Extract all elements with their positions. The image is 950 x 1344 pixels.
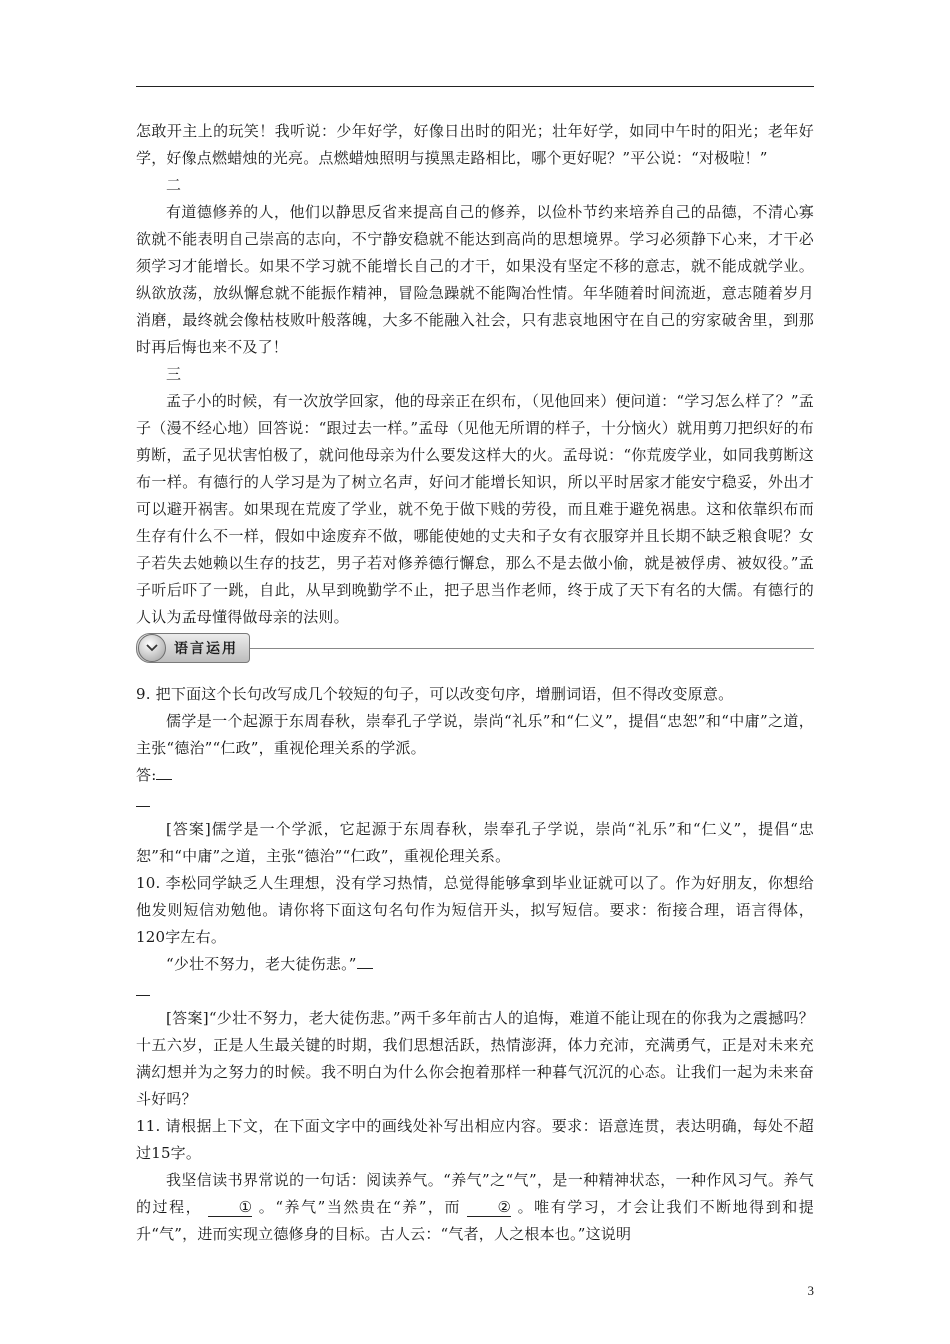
- chevron-down-icon: [138, 634, 166, 662]
- section-badge-label: 语言运用: [174, 641, 238, 657]
- fill-blank-1: ①: [208, 1198, 252, 1217]
- question-9-answer-line: [136, 762, 814, 789]
- section-number-3: 三: [166, 365, 182, 383]
- question-9-quote: 儒学是一个起源于东周春秋，崇奉孔子学说，崇尚“礼乐”和“仁义”，提倡“忠恕”和“中庸”之道，主张“德治”“仁政”，重视伦理关系的学派。: [136, 712, 814, 757]
- question-9-answer: [答案]儒学是一个学派，它起源于东周春秋，崇奉孔子学说，崇尚“礼乐”和“仁义”，提倡“忠恕”和“中庸”之道，主张“德治”“仁政”，重视伦理关系。: [136, 820, 814, 865]
- question-11-prompt: 11. 请根据上下文，在下面文字中的画线处补写出相应内容。要求：语意连贯，表达明确，每处不超过15字。: [136, 1117, 814, 1162]
- header-rule: [136, 86, 814, 87]
- answer-blank: [357, 954, 373, 969]
- section-header-language-use: [136, 633, 814, 667]
- translation-paragraph-2: 有道德修养的人，他们以静思反省来提高自己的修养，以俭朴节约来培养自己的品德，不清心寡欲就不能表明自己崇高的志向，不宁静安稳就不能达到高尚的思想境界。学习必须静下心来，才干必须学习才能增长。如果不学习就不能增长自己的才干，如果没有坚定不移的意志，就不能成就学业。纵欲放荡，放纵懈怠就不能振作精神，冒险急躁就不能陶冶性情。年华随着时间流逝，意志随着岁月消磨，最终就会像枯枝败叶般落魄，大多不能融入社会，只有悲哀地困守在自己的穷家破舍里，到那时再后悔也来不及了！: [136, 203, 814, 356]
- question-11-passage: 我坚信读书界常说的一句话：阅读养气。“养气”之“气”，是一种精神状态，一种作风习气。养气的过程， ① 。“养气”当然贵在“养”，而 ② 。唯有学习，才会让我们不断地得到和提升“气”，进而实现立德修身的目标。古人云：“气者，人之根本也。”这说明: [136, 1171, 815, 1243]
- question-10-answer: [答案]“少壮不努力，老大徒伤悲。”两千多年前古人的追悔，难道不能让现在的你我为之震撼吗？十五六岁，正是人生最关键的时期，我们思想活跃，热情澎湃，体力充沛，充满勇气，正是对未来充满幻想并为之努力的时候。我不明白为什么你会抱着那样一种暮气沉沉的心态。让我们一起为未来奋斗好吗？: [136, 1009, 814, 1108]
- section-badge: [136, 633, 250, 663]
- translation-paragraph-1: 怎敢开主上的玩笑！我听说：少年好学，好像日出时的阳光；壮年好学，如同中午时的阳光；老年好学，好像点燃蜡烛的光亮。点燃蜡烛照明与摸黑走路相比，哪个更好呢？”平公说：“对极啦！”: [136, 122, 814, 167]
- page-content: [136, 118, 814, 1248]
- translation-paragraph-3: 孟子小的时候，有一次放学回家，他的母亲正在织布，（见他回来）便问道：“学习怎么样了？”孟子（漫不经心地）回答说：“跟过去一样。”孟母（见他无所谓的样子，十分恼火）就用剪刀把织好的布剪断，孟子见状害怕极了，就问他母亲为什么要发这样大的火。孟母说：“你荒废学业，如同我剪断这布一样。有德行的人学习是为了树立名声，好问才能增长知识，所以平时居家才能安宁稳妥，外出才可以避开祸害。如果现在荒废了学业，就不免于做下贱的劳役，而且难于避免祸患。这和依靠织布而生存有什么不一样，假如中途废弃不做，哪能使她的丈夫和子女有衣服穿并且长期不缺乏粮食呢？女子若失去她赖以生存的技艺，男子若对修养德行懈怠，那么不是去做小偷，就是被俘虏、被奴役。”孟子听后吓了一跳，自此，从早到晚勤学不止，把子思当作老师，终于成了天下有名的大儒。有德行的人认为孟母懂得做母亲的法则。: [136, 392, 814, 626]
- answer-label: 答:: [136, 766, 157, 784]
- question-9-prompt: 9. 把下面这个长句改写成几个较短的句子，可以改变句序，增删词语，但不得改变原意。: [136, 685, 734, 703]
- question-10-quote: “少壮不努力，老大徒伤悲。”: [166, 955, 357, 973]
- question-10-prompt: 10. 李松同学缺乏人生理想，没有学习热情，总觉得能够拿到毕业证就可以了。作为好朋友，你想给他发则短信劝勉他。请你将下面这句名句作为短信开头，拟写短信。要求：衔接合理，语言得体，120字左右。: [136, 874, 814, 946]
- answer-blank-continuation: [136, 978, 814, 1005]
- page-number: 3: [807, 1283, 814, 1298]
- section-number-2: 二: [166, 176, 182, 194]
- answer-blank: [156, 765, 172, 780]
- fill-blank-2: ②: [467, 1198, 511, 1217]
- question-10-quote-line: [136, 951, 814, 978]
- answer-blank-continuation: [136, 789, 814, 816]
